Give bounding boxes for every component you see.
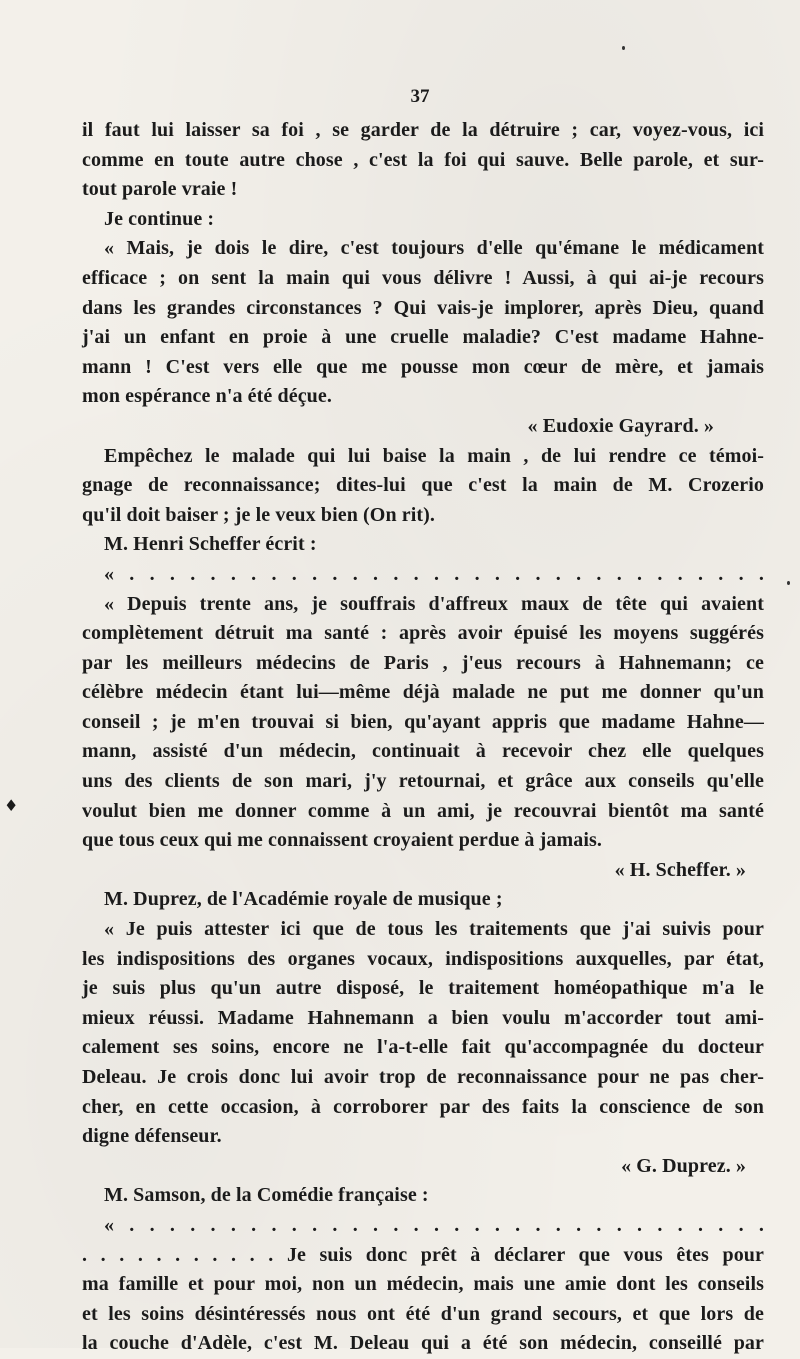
text-line: gnage de reconnaissance; dites-lui que c'est la main de M. Crozerio: [82, 474, 764, 497]
text-line: je suis plus qu'un autre disposé, le traitement homéopathique m'a le: [82, 977, 764, 1000]
signature-duprez: « G. Duprez. »: [621, 1154, 746, 1177]
text-line: M. Samson, de la Comédie française :: [104, 1184, 429, 1207]
text-line: la couche d'Adèle, c'est M. Deleau qui a été son médecin, conseillé par: [82, 1332, 764, 1355]
ink-speck: [622, 46, 625, 50]
text-line: conseil ; je m'en trouvai si bien, qu'ayant appris que madame Hahne—: [82, 710, 764, 733]
text-line: par les meilleurs médecins de Paris , j'eus recours à Hahnemann; ce: [82, 651, 764, 674]
ellipsis-line: « . . . . . . . . . . . . . . . . . . . . . . . . . . . . . . . .: [104, 562, 764, 585]
text-line: M. Duprez, de l'Académie royale de musique ;: [104, 888, 503, 911]
text-line: M. Henri Scheffer écrit :: [104, 533, 317, 556]
text-line: mann, assisté d'un médecin, continuait à recevoir chez elle quelques: [82, 740, 764, 763]
margin-mark: ♦: [4, 796, 19, 815]
text-line: Je continue :: [104, 207, 215, 230]
text-line: mieux réussi. Madame Hahnemann a bien voulu m'accorder tout ami-: [82, 1006, 764, 1029]
text-line: tout parole vraie !: [82, 178, 238, 201]
text-line: comme en toute autre chose , c'est la foi qui sauve. Belle parole, et sur-: [82, 148, 764, 171]
text-line: célèbre médecin étant lui—même déjà malade ne put me donner qu'un: [82, 681, 764, 704]
text-line: Empêchez le malade qui lui baise la main , de lui rendre ce témoi-: [104, 444, 764, 467]
text-line: complètement détruit ma santé : après avoir épuisé les moyens suggérés: [82, 622, 764, 645]
text-line: . . . . . . . . . . . Je suis donc prêt à déclarer que vous êtes pour: [82, 1243, 764, 1266]
text-line: calement ses soins, encore ne l'a-t-elle fait qu'accompagnée du docteur: [82, 1036, 764, 1059]
text-line: cher, en cette occasion, à corroborer par des faits la conscience de son: [82, 1095, 764, 1118]
text-line: il faut lui laisser sa foi , se garder de la détruire ; car, voyez-vous, ici: [82, 119, 764, 141]
page-text: [82, 116, 764, 1359]
signature-scheffer: « H. Scheffer. »: [614, 858, 746, 881]
text-line: « Mais, je dois le dire, c'est toujours d'elle qu'émane le médicament: [104, 237, 764, 260]
signature-gayrard: « Eudoxie Gayrard. »: [527, 414, 714, 437]
text-line: « Je puis attester ici que de tous les traitements que j'ai suivis pour: [104, 918, 764, 941]
text-line: uns des clients de son mari, j'y retournai, et grâce aux conseils qu'elle: [82, 770, 764, 793]
text-line: voulut bien me donner comme à un ami, je recouvrai bientôt ma santé: [82, 799, 764, 822]
text-line: qu'il doit baiser ; je le veux bien (On rit).: [82, 503, 436, 526]
text-line: ma famille et pour moi, non un médecin, mais une amie dont les conseils: [82, 1273, 764, 1296]
text-line: digne défenseur.: [82, 1125, 222, 1148]
text-line: mon espérance n'a été déçue.: [82, 385, 332, 408]
text-line: Deleau. Je crois donc lui avoir trop de reconnaissance pour ne pas cher-: [82, 1066, 764, 1088]
text-line: j'ai un enfant en proie à une cruelle maladie? C'est madame Hahne-: [82, 326, 764, 349]
text-line: mann ! C'est vers elle que me pousse mon cœur de mère, et jamais: [82, 355, 764, 378]
text-line: « Depuis trente ans, je souffrais d'affreux maux de tête qui avaient: [104, 592, 764, 615]
text-line: que tous ceux qui me connaissent croyaient perdue à jamais.: [82, 829, 602, 852]
ink-speck: [787, 581, 790, 585]
page-number: 37: [410, 86, 430, 107]
text-line: efficace ; on sent la main qui vous délivre ! Aussi, à qui ai-je recours: [82, 266, 764, 289]
text-line: dans les grandes circonstances ? Qui vais-je implorer, après Dieu, quand: [82, 296, 764, 319]
text-line: les indispositions des organes vocaux, indispositions auxquelles, par état,: [82, 947, 764, 970]
text-line: et les soins désintéressés nous ont été d'un grand secours, et que lors de: [82, 1302, 764, 1325]
ellipsis-line: « . . . . . . . . . . . . . . . . . . . . . . . . . . . . . . . .: [104, 1213, 764, 1236]
